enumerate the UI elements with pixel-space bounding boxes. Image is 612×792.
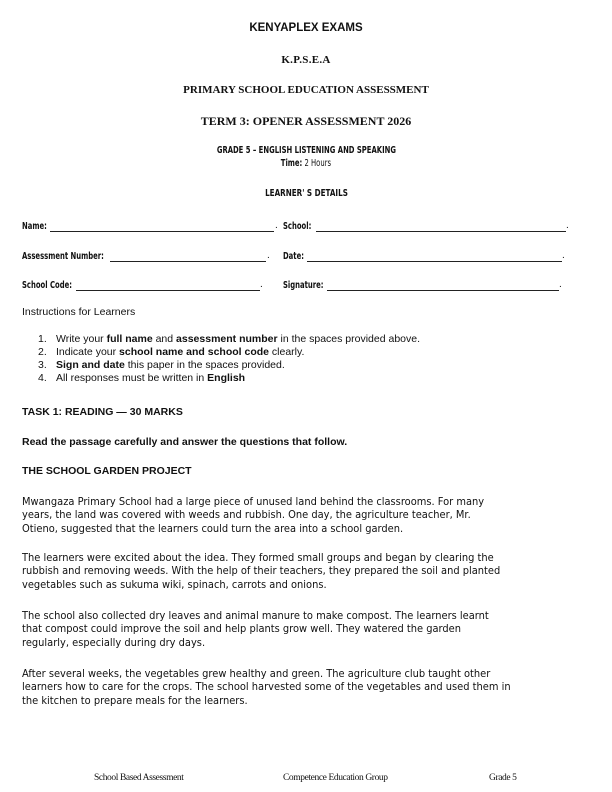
date-label: Date: xyxy=(283,251,304,262)
separator-dot: . xyxy=(260,279,263,290)
assessment-number-field[interactable] xyxy=(110,261,266,262)
separator-dot: . xyxy=(559,279,562,290)
name-field[interactable] xyxy=(50,231,274,232)
signature-label: Signature: xyxy=(283,280,324,291)
instruction-item: 3. Sign and date this paper in the spaces provided. xyxy=(38,359,285,371)
instruction-item: 2. Indicate your school name and school code clearly. xyxy=(38,346,305,358)
school-code-field[interactable] xyxy=(76,290,260,291)
school-code-label: School Code: xyxy=(22,280,72,291)
passage-title: THE SCHOOL GARDEN PROJECT xyxy=(22,465,192,477)
footer-left: School Based Assessment xyxy=(94,773,184,783)
time-value: 2 Hours xyxy=(304,158,332,169)
assessment-title: PRIMARY SCHOOL EDUCATION ASSESSMENT xyxy=(183,84,429,96)
passage-paragraph: The learners were excited about the idea. They formed small groups and began by clearing the rubbish and removing weeds. With the help of their teachers, they prepared the soil and planted vegetables such as sukuma wiki, spinach, carrots and onions. xyxy=(22,552,501,591)
name-label: Name: xyxy=(22,221,47,232)
instruction-item: 1. Write your full name and assessment number in the spaces provided above. xyxy=(38,333,421,345)
task-instruction: Read the passage carefully and answer the questions that follow. xyxy=(22,436,348,448)
learner-details-title: LEARNER' S DETAILS xyxy=(264,188,348,199)
exam-org-title: KENYAPLEX EXAMS xyxy=(249,22,363,34)
time-line xyxy=(0,158,612,169)
subject-line: GRADE 5 – ENGLISH LISTENING AND SPEAKING xyxy=(216,145,396,156)
instruction-item: 4. All responses must be written in English xyxy=(38,372,246,384)
separator-dot: . xyxy=(275,220,278,231)
instructions-list xyxy=(38,333,420,385)
separator-dot: . xyxy=(566,220,569,231)
task-heading: TASK 1: READING — 30 MARKS xyxy=(22,406,183,418)
exam-body-title: K.P.S.E.A xyxy=(281,54,331,66)
date-field[interactable] xyxy=(307,261,562,262)
separator-dot: . xyxy=(267,250,270,261)
school-field[interactable] xyxy=(316,231,566,232)
passage-paragraph: The school also collected dry leaves and animal manure to make compost. The learners learnt that compost could improve the soil and help plants grow well. They watered the garden regularly, especially during dry days. xyxy=(22,610,489,649)
footer-right: Grade 5 xyxy=(489,773,517,783)
footer-center: Competence Education Group xyxy=(283,773,388,783)
passage-paragraph: Mwangaza Primary School had a large piece of unused land behind the classrooms. For many years, the land was covered with weeds and rubbish. One day, the agriculture teacher, Mr. Otieno, suggested that the learners could turn the area into a school garden. xyxy=(22,496,485,535)
term-title: TERM 3: OPENER ASSESSMENT 2026 xyxy=(200,114,412,128)
signature-field[interactable] xyxy=(327,290,559,291)
assessment-number-label: Assessment Number: xyxy=(22,251,104,262)
school-label: School: xyxy=(283,221,312,232)
time-label: Time: xyxy=(280,158,303,169)
separator-dot: . xyxy=(562,250,565,261)
instructions-title: Instructions for Learners xyxy=(22,306,136,318)
passage-paragraph: After several weeks, the vegetables grew healthy and green. The agriculture club taught other learners how to care for the crops. The school harvested some of the vegetables and used them in the kitchen to prepare meals for the learners. xyxy=(22,668,511,707)
